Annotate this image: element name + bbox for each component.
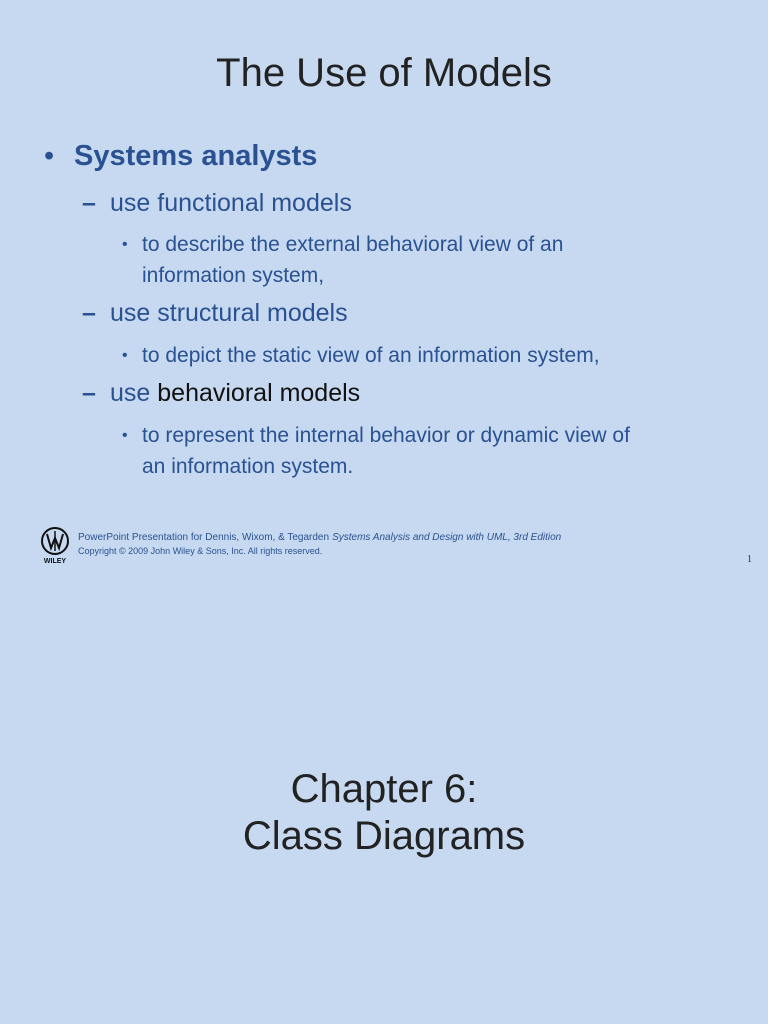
dash-marker: – (82, 379, 96, 407)
chapter-title-line-1: Chapter 6: (290, 767, 478, 811)
detail-line-2: information system, (142, 264, 325, 287)
bullet-text: Systems analysts (74, 140, 318, 172)
detail-marker: • (122, 236, 128, 253)
detail-structural-models (122, 340, 722, 371)
detail-line-2: an information system. (142, 455, 354, 478)
bullet-systems-analysts (44, 140, 317, 173)
sub-bullet-text: behavioral models (157, 379, 361, 407)
dash-marker: – (82, 189, 96, 217)
detail-functional-models (122, 229, 722, 291)
chapter-title (0, 766, 768, 860)
sub-bullet-prefix: use (110, 299, 151, 327)
footer-credit-text: PowerPoint Presentation for Dennis, Wixom, & Tegarden (78, 532, 330, 543)
detail-behavioral-models (122, 420, 722, 482)
bullet-marker: • (44, 140, 55, 172)
sub-bullet-structural-models (82, 299, 348, 328)
footer-copyright: Copyright © 2009 John Wiley & Sons, Inc. All rights reserved. (78, 546, 323, 556)
sub-bullet-prefix: use (110, 189, 151, 217)
sub-bullet-text: structural models (150, 299, 348, 327)
sub-bullet-prefix: use (110, 379, 158, 407)
slide-footer (40, 526, 760, 566)
footer-book-title: Systems Analysis and Design with UML, 3rd Edition (332, 532, 562, 543)
detail-line-1: to depict the static view of an information system, (142, 344, 600, 367)
wiley-logo-icon (40, 526, 72, 566)
detail-line-1: to represent the internal behavior or dynamic view of (142, 424, 630, 447)
sub-bullet-text: functional models (150, 189, 352, 217)
detail-marker: • (122, 427, 128, 444)
slide-title: The Use of Models (216, 51, 552, 95)
dash-marker: – (82, 299, 96, 327)
page-number: 1 (747, 554, 752, 565)
sub-bullet-behavioral-models (82, 379, 360, 408)
chapter-title-line-2: Class Diagrams (242, 814, 526, 858)
detail-marker: • (122, 347, 128, 364)
slide-2 (0, 576, 768, 1024)
detail-line-1: to describe the external behavioral view of an (142, 233, 564, 256)
footer-credit (78, 532, 561, 543)
wiley-logo-text: WILEY (43, 558, 67, 565)
sub-bullet-functional-models (82, 189, 352, 218)
